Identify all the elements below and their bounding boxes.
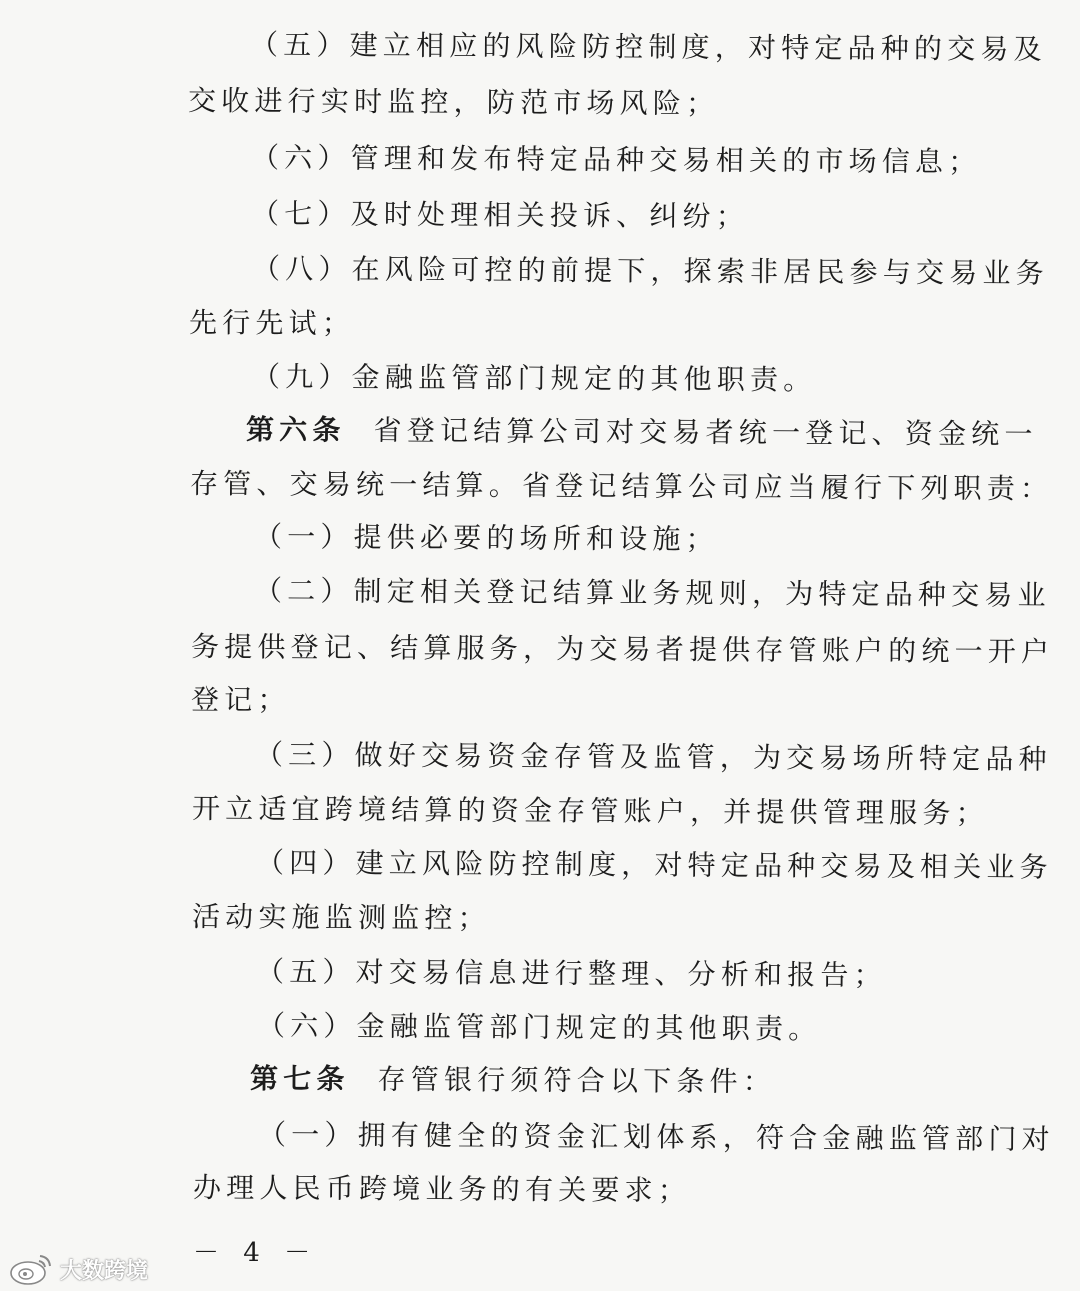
- text-line: （五）建立相应的风险防控制度，对特定品种的交易及: [249, 28, 1047, 66]
- text-line: 交收进行实时监控，防范市场风险；: [187, 84, 720, 121]
- text-line: （八）在风险可控的前提下，探索非居民参与交易业务: [251, 252, 1049, 290]
- text-line: （六）管理和发布特定品种交易相关的市场信息；: [250, 141, 982, 179]
- article-6-label: 第六条: [245, 413, 346, 447]
- text-line: （五）对交易信息进行整理、分析和报告；: [255, 955, 887, 992]
- weibo-logo-icon: [8, 1252, 54, 1286]
- text-line: 务提供登记、结算服务，为交易者提供存管账户的统一开户: [190, 630, 1055, 669]
- article-7-label: 第七条: [249, 1062, 350, 1096]
- text-line: （一）拥有健全的资金汇划体系，符合金融监管部门对: [257, 1118, 1055, 1156]
- text-line: （六）金融监管部门规定的其他职责。: [256, 1009, 822, 1046]
- text-line: 省登记结算公司对交易者统一登记、资金统一: [373, 413, 1038, 451]
- watermark-text: 大数跨境: [60, 1258, 149, 1284]
- text-line: 存管银行须符合以下条件：: [377, 1062, 777, 1099]
- text-line: （一）提供必要的场所和设施；: [253, 520, 719, 556]
- article-6-line: [246, 412, 1038, 453]
- page-number: － 4 －: [193, 1238, 319, 1268]
- article-7-line: [250, 1061, 776, 1100]
- text-line: 开立适宜跨境结算的资金存管账户，并提供管理服务；: [191, 792, 989, 830]
- text-line: （四）建立风险防控制度，对特定品种交易及相关业务: [255, 846, 1053, 884]
- text-line: 活动实施监测监控；: [191, 900, 491, 935]
- text-line: （七）及时处理相关投诉、纠纷；: [250, 197, 750, 234]
- text-line: （九）金融监管部门规定的其他职责。: [251, 360, 817, 397]
- text-line: 先行先试；: [188, 306, 356, 341]
- text-line: 办理人民币跨境业务的有关要求；: [192, 1171, 692, 1208]
- text-line: 存管、交易统一结算。省登记结算公司应当履行下列职责：: [189, 467, 1054, 506]
- text-line: 登记；: [190, 683, 291, 717]
- text-line: （二）制定相关登记结算业务规则，为特定品种交易业: [253, 574, 1051, 612]
- watermark: [8, 1252, 148, 1286]
- text-line: （三）做好交易资金存管及监管，为交易场所特定品种: [254, 738, 1052, 776]
